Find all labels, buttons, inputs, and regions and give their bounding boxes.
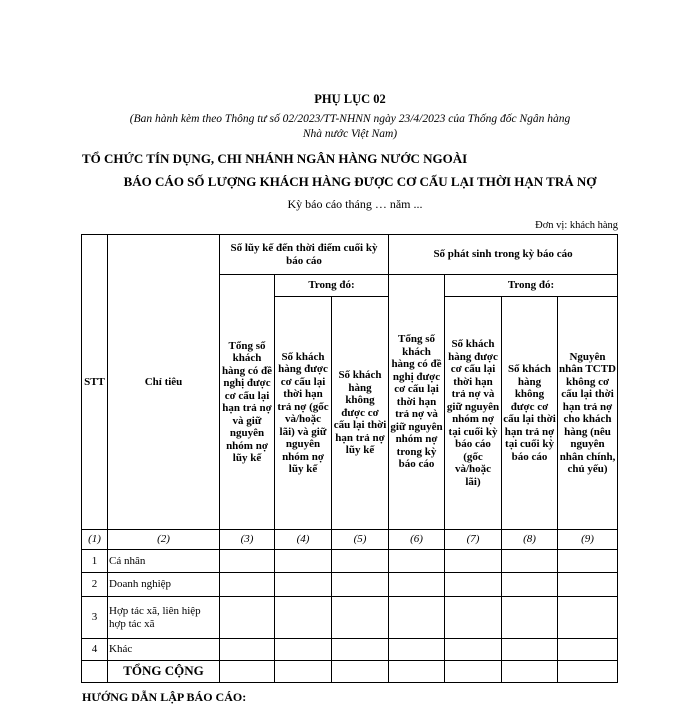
header-group-cumulative: Số lũy kế đến thời điểm cuối kỳ báo cáo bbox=[220, 235, 389, 275]
header-trong-do-cumulative: Trong đó: bbox=[275, 275, 389, 297]
issuance-note-line-2: Nhà nước Việt Nam) bbox=[302, 128, 398, 140]
row-label: Khác bbox=[108, 639, 220, 661]
header-col-8: Số khách hàng không được cơ cấu lại thời hạn trả nợ tại cuối kỳ báo cáo bbox=[502, 297, 558, 530]
data-cell[interactable] bbox=[275, 550, 332, 573]
data-cell[interactable] bbox=[389, 597, 445, 639]
issuance-note-line-1: (Ban hành kèm theo Thông tư số 02/2023/TT-NHNN ngày 23/4/2023 của Thống đốc Ngân hàng bbox=[129, 113, 571, 125]
data-cell[interactable] bbox=[558, 597, 618, 639]
data-cell[interactable] bbox=[220, 550, 275, 573]
data-cell[interactable] bbox=[332, 597, 389, 639]
guide-heading: HƯỚNG DẪN LẬP BÁO CÁO: bbox=[82, 690, 247, 704]
header-stt: STT bbox=[82, 235, 108, 530]
data-cell[interactable] bbox=[389, 661, 445, 683]
data-cell[interactable] bbox=[445, 597, 502, 639]
column-number: (9) bbox=[558, 530, 618, 550]
row-stt: 1 bbox=[82, 550, 108, 573]
data-cell[interactable] bbox=[220, 661, 275, 683]
column-number: (5) bbox=[332, 530, 389, 550]
data-cell[interactable] bbox=[558, 639, 618, 661]
header-col-6: Tổng số khách hàng có đề nghị được cơ cấu lại thời hạn trả nợ và giữ nguyên nhóm nợ trong kỳ báo cáo bbox=[389, 275, 445, 530]
header-chi-tieu: Chỉ tiêu bbox=[108, 235, 220, 530]
total-row bbox=[82, 661, 618, 683]
data-cell[interactable] bbox=[389, 639, 445, 661]
report-table bbox=[81, 234, 618, 683]
header-col-9: Nguyên nhân TCTD không cơ cấu lại thời hạn trả nợ cho khách hàng (nêu nguyên nhân chính, chủ yếu) bbox=[558, 297, 618, 530]
table-row bbox=[82, 639, 618, 661]
data-cell[interactable] bbox=[502, 597, 558, 639]
header-group-period: Số phát sinh trong kỳ báo cáo bbox=[389, 235, 618, 275]
data-cell[interactable] bbox=[332, 573, 389, 597]
reporting-period: Kỳ báo cáo tháng … năm ... bbox=[287, 197, 423, 211]
column-number: (8) bbox=[502, 530, 558, 550]
total-stt-cell bbox=[82, 661, 108, 683]
data-cell[interactable] bbox=[558, 573, 618, 597]
data-cell[interactable] bbox=[220, 639, 275, 661]
data-cell[interactable] bbox=[502, 550, 558, 573]
column-number: (6) bbox=[389, 530, 445, 550]
column-number: (1) bbox=[82, 530, 108, 550]
data-cell[interactable] bbox=[558, 661, 618, 683]
column-number: (4) bbox=[275, 530, 332, 550]
total-label: TỔNG CỘNG bbox=[108, 661, 220, 683]
data-cell[interactable] bbox=[502, 639, 558, 661]
organization-name: TỔ CHỨC TÍN DỤNG, CHI NHÁNH NGÂN HÀNG NƯỚC NGOÀI bbox=[82, 151, 468, 166]
row-stt: 3 bbox=[82, 597, 108, 639]
header-col-5: Số khách hàng không được cơ cấu lại thời hạn trả nợ lũy kế bbox=[332, 297, 389, 530]
data-cell[interactable] bbox=[445, 639, 502, 661]
column-number: (3) bbox=[220, 530, 275, 550]
data-cell[interactable] bbox=[275, 661, 332, 683]
report-title: BÁO CÁO SỐ LƯỢNG KHÁCH HÀNG ĐƯỢC CƠ CẤU LẠI THỜI HẠN TRẢ NỢ bbox=[123, 174, 597, 189]
header-col-7: Số khách hàng được cơ cấu lại thời hạn trả nợ và giữ nguyên nhóm nợ tại cuối kỳ báo cáo (gốc và/hoặc lãi) bbox=[445, 297, 502, 530]
data-cell[interactable] bbox=[220, 573, 275, 597]
data-cell[interactable] bbox=[275, 639, 332, 661]
data-cell[interactable] bbox=[332, 639, 389, 661]
row-stt: 2 bbox=[82, 573, 108, 597]
data-cell[interactable] bbox=[389, 573, 445, 597]
table-row bbox=[82, 597, 618, 639]
column-number: (7) bbox=[445, 530, 502, 550]
data-cell[interactable] bbox=[389, 550, 445, 573]
data-cell[interactable] bbox=[275, 573, 332, 597]
data-cell[interactable] bbox=[558, 550, 618, 573]
data-cell[interactable] bbox=[332, 661, 389, 683]
unit-label: Đơn vị: khách hàng bbox=[535, 220, 618, 231]
row-stt: 4 bbox=[82, 639, 108, 661]
data-cell[interactable] bbox=[502, 661, 558, 683]
data-cell[interactable] bbox=[332, 550, 389, 573]
table-row bbox=[82, 573, 618, 597]
data-cell[interactable] bbox=[445, 661, 502, 683]
header-col-3: Tổng số khách hàng có đề nghị được cơ cấu lại hạn trả nợ và giữ nguyên nhóm nợ lũy kế bbox=[220, 275, 275, 530]
data-cell[interactable] bbox=[445, 550, 502, 573]
column-number: (2) bbox=[108, 530, 220, 550]
data-cell[interactable] bbox=[275, 597, 332, 639]
data-cell[interactable] bbox=[220, 597, 275, 639]
header-col-4: Số khách hàng được cơ cấu lại thời hạn trả nợ (gốc và/hoặc lãi) và giữ nguyên nhóm nợ lũy kế bbox=[275, 297, 332, 530]
row-label: Doanh nghiệp bbox=[108, 573, 220, 597]
data-cell[interactable] bbox=[445, 573, 502, 597]
table-row bbox=[82, 550, 618, 573]
data-cell[interactable] bbox=[502, 573, 558, 597]
page-title: PHỤ LỤC 02 bbox=[314, 92, 386, 106]
row-label: Hợp tác xã, liên hiệp hợp tác xã bbox=[108, 597, 220, 639]
row-label: Cá nhân bbox=[108, 550, 220, 573]
header-trong-do-period: Trong đó: bbox=[445, 275, 618, 297]
